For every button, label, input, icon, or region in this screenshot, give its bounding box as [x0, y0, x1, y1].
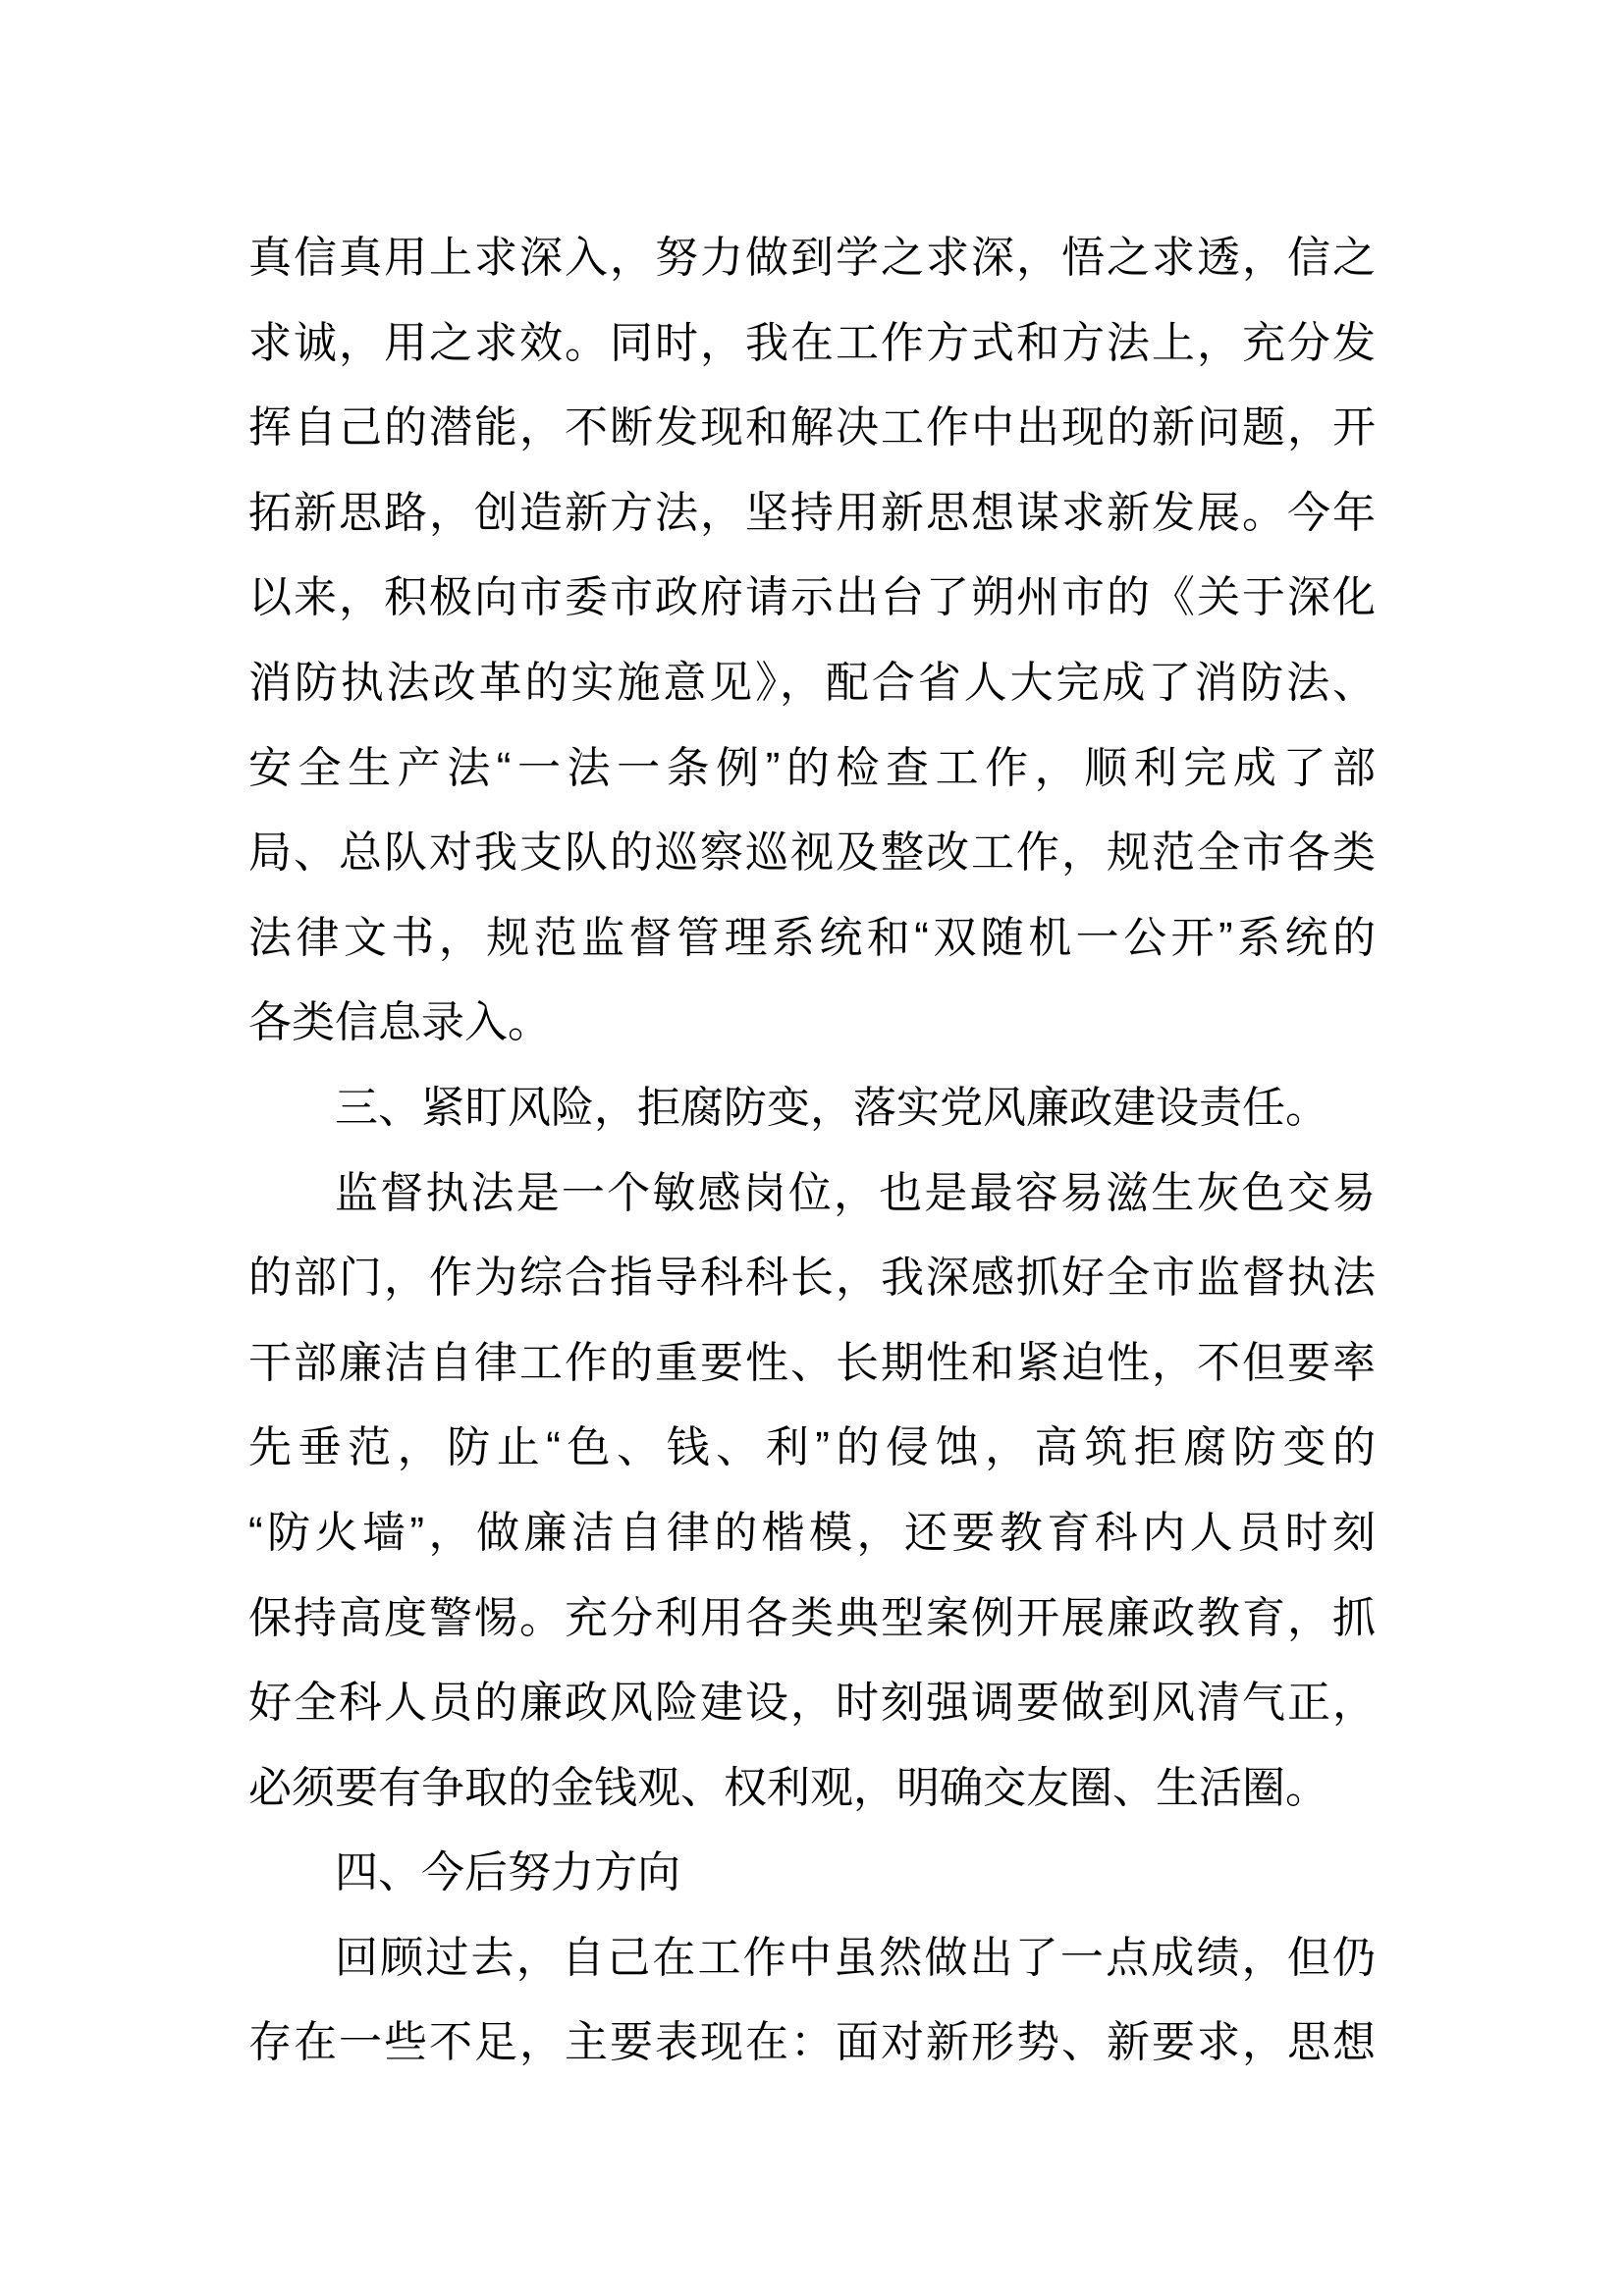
text-line: 消防执法改革的实施意见》，配合省人大完成了消防法、 — [248, 658, 1376, 707]
text-line: 真信真用上求深入，努力做到学之求深，悟之求透，信之 — [248, 234, 1376, 282]
text-line: 法律文书，规范监督管理系统和“双随机一公开”系统的 — [248, 913, 1376, 962]
text-line: 求诚，用之求效。同时，我在工作方式和方法上，充分发 — [248, 318, 1376, 367]
text-line: 保持高度警惕。充分利用各类典型案例开展廉政教育，抓 — [248, 1593, 1376, 1642]
section-heading: 三、紧盯风险，拒腐防变，落实党风廉政建设责任。 — [335, 1083, 1328, 1132]
text-line: 各类信息录入。 — [248, 998, 551, 1047]
text-line: 监督执法是一个敏感岗位，也是最容易滋生灰色交易 — [335, 1168, 1376, 1217]
text-line: 的部门，作为综合指导科科长，我深感抓好全市监督执法 — [248, 1254, 1376, 1303]
text-line: 以来，积极向市委市政府请示出台了朔州市的《关于深化 — [248, 573, 1376, 622]
document-text-block — [248, 216, 1376, 2086]
text-line: 拓新思路，创造新方法，坚持用新思想谋求新发展。今年 — [248, 488, 1376, 537]
text-line: 好全科人员的廉政风险建设，时刻强调要做到风清气正， — [248, 1679, 1376, 1728]
text-line: “防火墙”，做廉洁自律的楷模，还要教育科内人员时刻 — [248, 1508, 1376, 1557]
text-line: 存在一些不足，主要表现在：面对新形势、新要求，思想 — [248, 2018, 1376, 2067]
text-line: 回顾过去，自己在工作中虽然做出了一点成绩，但仍 — [335, 1933, 1376, 1982]
section-heading: 四、今后努力方向 — [335, 1848, 680, 1897]
text-line: 干部廉洁自律工作的重要性、长期性和紧迫性，不但要率 — [248, 1338, 1376, 1387]
text-line: 必须要有争取的金钱观、权利观，明确交友圈、生活圈。 — [248, 1763, 1328, 1812]
text-line: 先垂范，防止“色、钱、利”的侵蚀，高筑拒腐防变的 — [248, 1423, 1376, 1472]
text-line: 局、总队对我支队的巡察巡视及整改工作，规范全市各类 — [248, 828, 1376, 878]
text-line: 挥自己的潜能，不断发现和解决工作中出现的新问题，开 — [248, 403, 1376, 453]
text-line: 安全生产法“一法一条例”的检查工作，顺利完成了部 — [248, 743, 1376, 792]
